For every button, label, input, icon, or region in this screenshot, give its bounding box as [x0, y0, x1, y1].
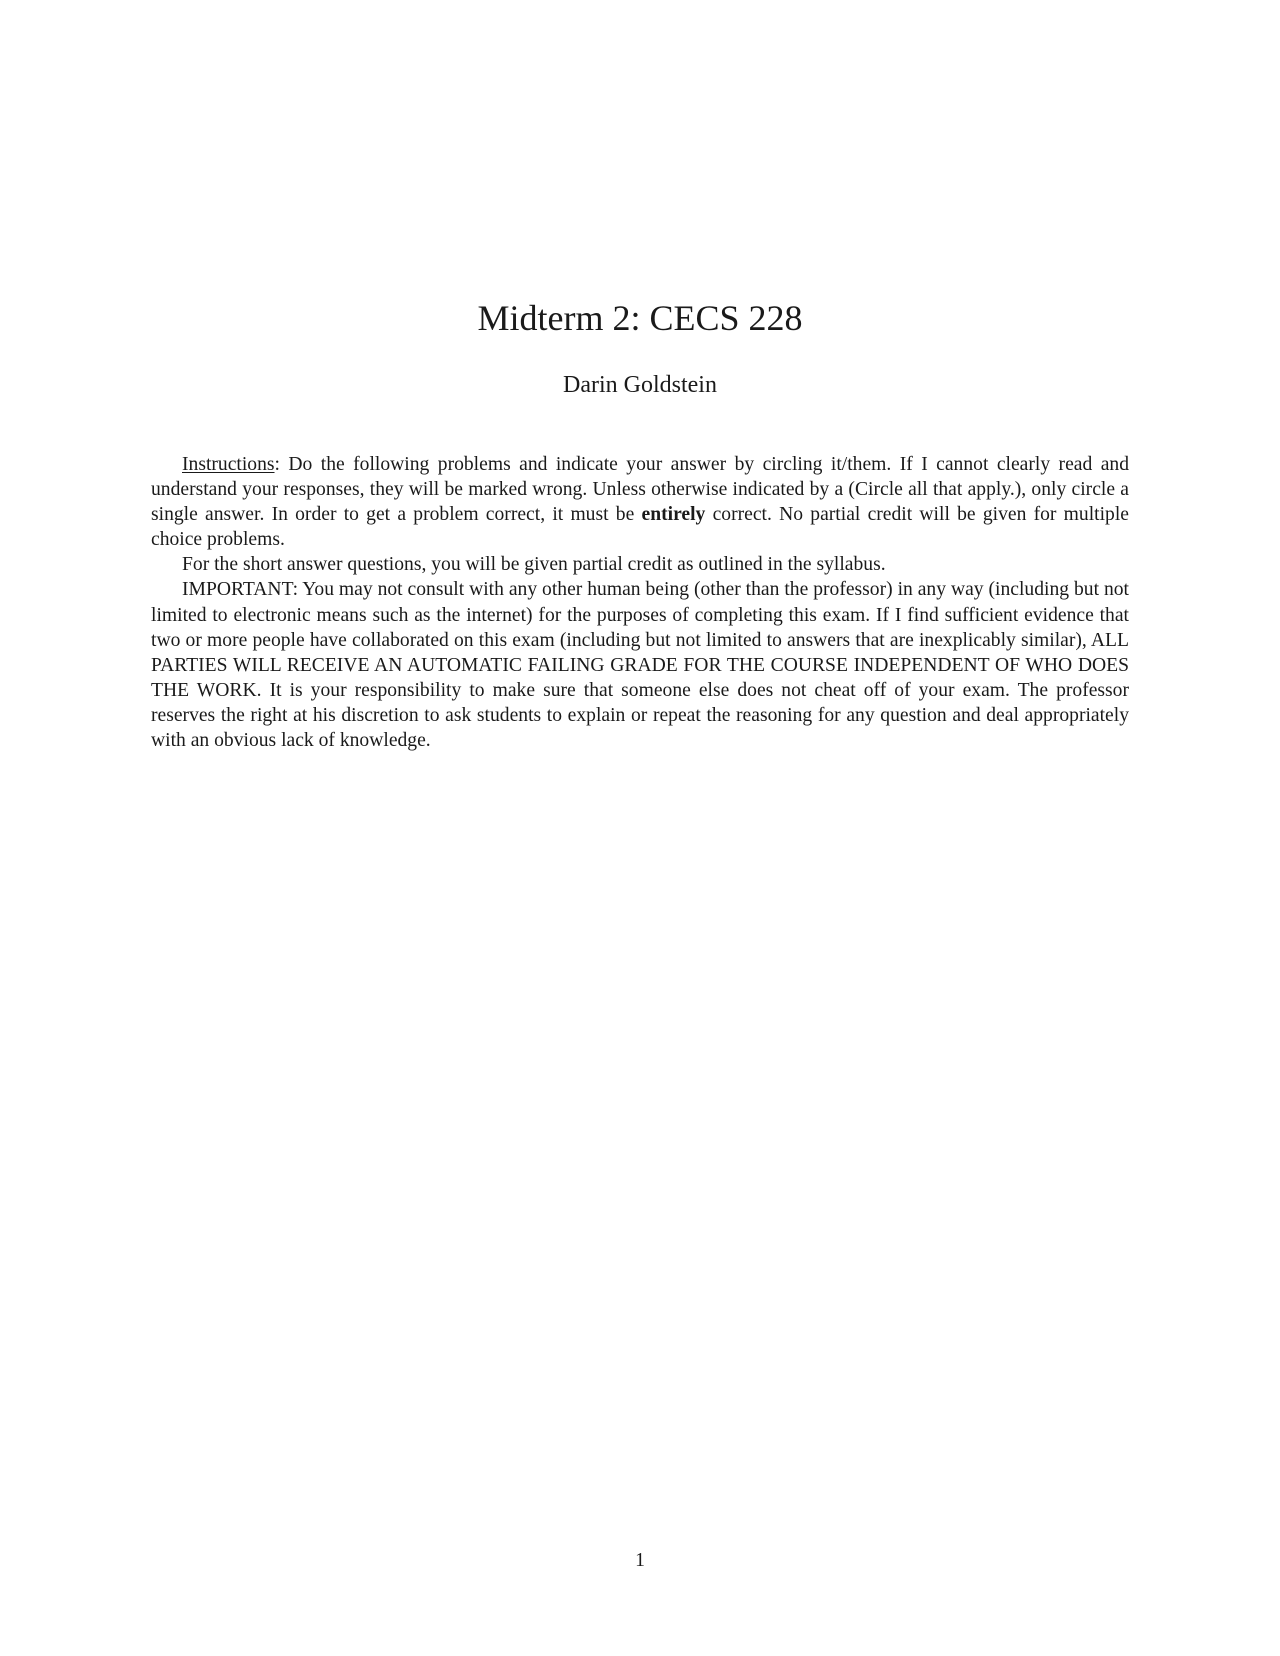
short-answer-paragraph: For the short answer questions, you will be given partial credit as outlined in the syllabus.	[182, 554, 886, 576]
document-title: Midterm 2: CECS 228	[477, 298, 803, 338]
important-paragraph: IMPORTANT: You may not consult with any other human being (other than the professor) in any way (including but not limited to electronic means such as the internet) for the purposes of completing this exam. If I find sufficient evidence that two or more people have collaborated on this exam (including but not limited to answers that are inexplicably similar), ALL PARTIES WILL RECEIVE AN AUTOMATIC FAILING GRADE FOR THE COURSE INDEPENDENT OF WHO DOES THE WORK. It is your responsibility to make sure that someone else does not cheat off of your exam. The professor reserves the right at his discretion to ask students to explain or repeat the reasoning for any question and deal appropriately with an obvious lack of knowledge.	[151, 579, 1129, 752]
instructions-label: Instructions	[182, 454, 275, 475]
instructions-paragraph	[151, 452, 1129, 552]
page-number: 1	[635, 1550, 645, 1571]
author-name: Darin Goldstein	[563, 372, 717, 398]
instructions-text-end: correct. No partial credit will be given for multiple choice problems.	[151, 504, 1129, 551]
instructions-text-start: : Do the following problems and indicate your answer by circling it/them. If I cannot clearly read and understand your responses, they will be marked wrong. Unless otherwise indicated by a (Circle all that apply.), only circle a single answer. In order to get a problem correct, it must be	[151, 454, 1129, 526]
instructions-bold-word: entirely	[641, 504, 706, 526]
instructions-block	[151, 452, 1129, 753]
